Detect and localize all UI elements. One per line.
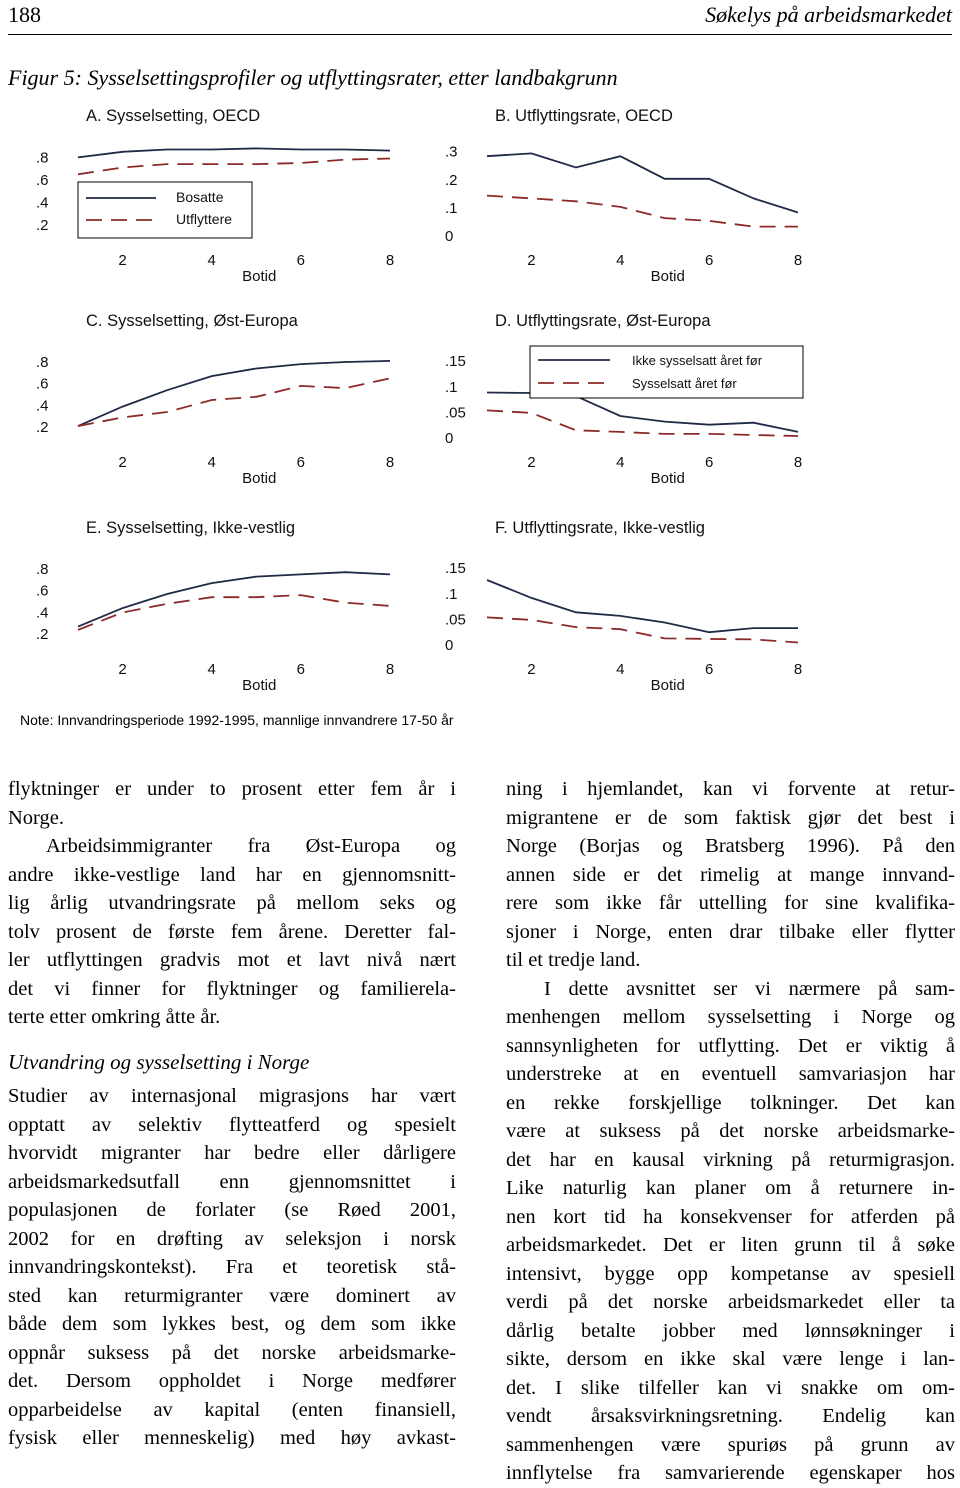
panel-title: B. Utflyttingsrate, OECD xyxy=(495,107,673,125)
y-tick-label: .4 xyxy=(36,604,49,622)
legend-label: Ikke sysselsatt året før xyxy=(632,353,763,368)
series-line xyxy=(78,159,390,175)
y-tick-label: .8 xyxy=(36,149,49,167)
text-line: en rekke forskjellige tolkninger. Det kan xyxy=(506,1091,955,1114)
text-line: dårlig betalte jobber med lønnsøkninger i xyxy=(506,1319,955,1342)
figure-note: Note: Innvandringsperiode 1992-1995, mannlige innvandrere 17-50 år xyxy=(20,712,454,728)
x-tick-label: 6 xyxy=(296,252,306,269)
y-tick-label: .8 xyxy=(36,353,49,371)
y-tick-label: .05 xyxy=(445,404,466,422)
x-tick-label: 2 xyxy=(527,661,536,678)
left-column xyxy=(8,775,456,1453)
y-tick-label: 0 xyxy=(445,430,454,447)
x-axis-label: Botid xyxy=(650,268,685,285)
legend-label: Utflyttere xyxy=(176,211,233,227)
y-tick-label: .6 xyxy=(36,375,49,393)
text-line: Studier av internasjonal migrasjons har vært xyxy=(8,1085,456,1107)
x-tick-label: 6 xyxy=(704,454,714,471)
x-tick-label: 6 xyxy=(296,454,306,471)
text-line: terte etter omkring åtte år. xyxy=(8,1006,221,1028)
x-tick-label: 8 xyxy=(385,252,395,269)
x-tick-label: 2 xyxy=(118,454,127,471)
series-line xyxy=(487,196,798,227)
text-line: Arbeidsimmigranter fra Øst-Europa og xyxy=(46,835,456,857)
y-tick-label: .3 xyxy=(445,143,458,161)
y-tick-label: .15 xyxy=(445,353,466,371)
series-line xyxy=(487,617,798,642)
x-axis-label: Botid xyxy=(650,470,685,487)
y-tick-label: .1 xyxy=(445,199,458,217)
x-tick-label: 4 xyxy=(616,661,625,678)
panel-title: E. Sysselsetting, Ikke-vestlig xyxy=(86,519,296,537)
panel-title: A. Sysselsetting, OECD xyxy=(86,107,261,125)
text-line: ning i hjemlandet, kan vi forvente at retur- xyxy=(506,778,955,800)
text-line: Norge. xyxy=(8,806,64,829)
x-tick-label: 8 xyxy=(793,454,803,471)
panel-title: C. Sysselsetting, Øst-Europa xyxy=(86,312,298,330)
text-line: sammenhengen være spuriøs på grunn av xyxy=(506,1433,955,1456)
x-tick-label: 4 xyxy=(616,252,625,269)
series-line xyxy=(78,361,390,426)
series-line xyxy=(78,148,390,157)
y-tick-label: .1 xyxy=(445,585,458,603)
y-tick-label: .15 xyxy=(445,560,466,578)
x-tick-label: 6 xyxy=(704,661,714,678)
x-tick-label: 4 xyxy=(207,454,216,471)
x-tick-label: 2 xyxy=(118,252,127,269)
text-line: flyktninger er under to prosent etter fem år i xyxy=(8,778,456,800)
legend-label: Sysselsatt året før xyxy=(632,376,737,391)
x-tick-label: 2 xyxy=(118,661,127,678)
text-line: sjoner i Norge, enten drar tilbake eller flytter xyxy=(506,920,955,943)
text-line: fysisk eller menneskelig) med høy avkast- xyxy=(8,1427,456,1449)
text-line: opptatt av selektiv flytteatferd og spesielt xyxy=(8,1113,456,1136)
y-tick-label: .2 xyxy=(445,171,458,189)
x-tick-label: 6 xyxy=(704,252,714,269)
running-title: Søkelys på arbeidsmarkedet xyxy=(705,2,952,27)
x-tick-label: 8 xyxy=(793,252,803,269)
y-tick-label: .6 xyxy=(36,171,49,189)
series-line xyxy=(487,580,798,632)
y-tick-label: 0 xyxy=(445,637,454,654)
panel-title: D. Utflyttingsrate, Øst-Europa xyxy=(495,312,711,330)
text-line: til et tredje land. xyxy=(506,949,641,971)
y-tick-label: .8 xyxy=(36,560,49,578)
x-tick-label: 6 xyxy=(296,661,306,678)
text-line: opparbeidelse av kapital (enten finansiell, xyxy=(8,1398,456,1421)
y-tick-label: .4 xyxy=(36,194,49,212)
y-tick-label: .2 xyxy=(36,419,49,437)
text-line: migrantene er de som faktisk gjør det best i xyxy=(506,806,955,829)
page-header xyxy=(8,0,952,35)
text-line: hvorvidt migranter har bedre eller dårligere xyxy=(8,1142,456,1164)
page-number: 188 xyxy=(8,2,41,27)
y-tick-label: .2 xyxy=(36,626,49,644)
text-line: Like naturlig kan planer om å returnere in- xyxy=(506,1177,955,1199)
text-line: det. I slike tilfeller kan vi snakke om om- xyxy=(506,1376,955,1399)
text-line: oppnår suksess på det norske arbeidsmarke- xyxy=(8,1341,456,1364)
series-line xyxy=(487,153,798,212)
text-line: det har en kausal virkning på returmigrasjon. xyxy=(506,1148,955,1171)
text-line: sted kan returmigranter være dominert av xyxy=(8,1284,456,1307)
text-line: både dem som lykkes best, og dem som ikke xyxy=(8,1313,456,1335)
y-tick-label: .6 xyxy=(36,582,49,600)
text-line: intensivt, bygge opp kompetanse av spesiell xyxy=(506,1262,955,1285)
text-line: vendt årsaksvirkningsretning. Endelig kan xyxy=(506,1405,955,1427)
text-line: sikte, dersom en ikke skal være lenge i lan- xyxy=(506,1348,955,1370)
text-line: innvandringskontekst). Fra et teoretisk stå- xyxy=(8,1256,456,1278)
text-line: arbeidsmarkedet. Det er liten grunn til å søke xyxy=(506,1234,955,1256)
series-line xyxy=(78,572,390,626)
legend-box xyxy=(78,182,252,238)
text-line: annen side er det rimelig at mange innvand- xyxy=(506,863,955,886)
legend-label: Bosatte xyxy=(176,189,224,205)
y-tick-label: .2 xyxy=(36,216,49,234)
text-line: andre ikke-vestlige land har en gjennomsnitt- xyxy=(8,863,456,886)
series-line xyxy=(78,595,390,630)
x-axis-label: Botid xyxy=(650,677,685,694)
y-tick-label: .4 xyxy=(36,397,49,415)
figure-panels xyxy=(0,100,960,710)
series-line xyxy=(78,378,390,426)
text-line: I dette avsnittet ser vi nærmere på sam- xyxy=(544,977,955,1000)
y-tick-label: 0 xyxy=(445,228,454,245)
text-line: rere som ikke får uttelling for sine kvalifika- xyxy=(506,892,955,914)
text-line: det vi finner for flyktninger og familierela- xyxy=(8,977,456,1000)
x-tick-label: 8 xyxy=(793,661,803,678)
x-axis-label: Botid xyxy=(242,470,277,487)
section-subheading: Utvandring og sysselsetting i Norge xyxy=(8,1049,310,1074)
panel-title: F. Utflyttingsrate, Ikke-vestlig xyxy=(495,519,705,537)
x-axis-label: Botid xyxy=(242,268,277,285)
x-tick-label: 2 xyxy=(527,454,536,471)
text-line: verdi på det norske arbeidsmarkedet eller ta xyxy=(506,1291,955,1313)
x-tick-label: 4 xyxy=(616,454,625,471)
figure-caption: Figur 5: Sysselsettingsprofiler og utflyttingsrater, etter landbakgrunn xyxy=(8,65,618,90)
y-tick-label: .1 xyxy=(445,378,458,396)
right-column xyxy=(506,775,955,1488)
text-line: lig årlig utvandringsrate på mellom seks og xyxy=(8,892,456,914)
text-line: populasjonen de forlater (se Røed 2001, xyxy=(8,1199,456,1221)
text-line: være at suksess på det norske arbeidsmarke- xyxy=(506,1120,955,1142)
text-line: ler utflyttingen gradvis mot et lavt nivå nært xyxy=(8,949,456,971)
x-axis-label: Botid xyxy=(242,677,277,694)
text-line: tolv prosent de første fem årene. Deretter fal- xyxy=(8,920,456,943)
text-line: det. Dersom oppholdet i Norge medfører xyxy=(8,1370,456,1392)
x-tick-label: 4 xyxy=(207,252,216,269)
x-tick-label: 8 xyxy=(385,454,395,471)
text-line: 2002 for en drøfting av seleksjon i norsk xyxy=(8,1227,456,1250)
text-line: arbeidsmarkedsutfall enn gjennomsnittet i xyxy=(8,1170,456,1193)
y-tick-label: .05 xyxy=(445,611,466,629)
text-line: menhengen mellom sysselsetting i Norge og xyxy=(506,1006,955,1028)
text-line: sannsynligheten for utflytting. Det er viktig å xyxy=(506,1034,955,1057)
x-tick-label: 2 xyxy=(527,252,536,269)
text-line: nen kort tid ha konsekvenser for atferden på xyxy=(506,1205,955,1228)
text-line: understreke at en eventuell samvariasjon har xyxy=(506,1063,955,1085)
x-tick-label: 8 xyxy=(385,661,395,678)
x-tick-label: 4 xyxy=(207,661,216,678)
text-line: Norge (Borjas og Bratsberg 1996). På den xyxy=(506,835,955,857)
text-line: innflytelse fra samvarierende egenskaper hos xyxy=(506,1462,955,1484)
